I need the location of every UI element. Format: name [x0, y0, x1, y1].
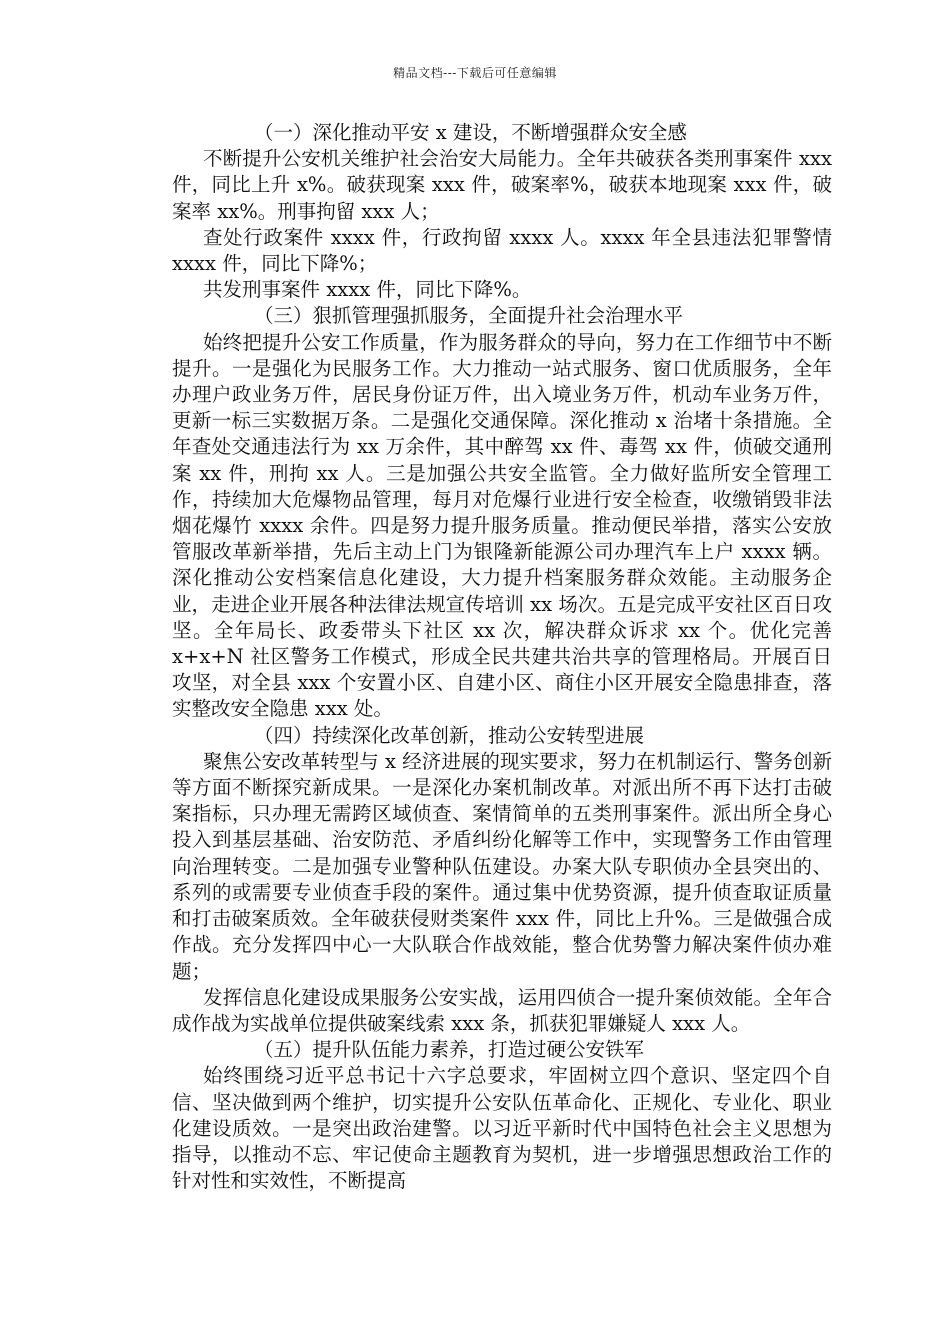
section-heading: （三）狠抓管理强抓服务，全面提升社会治理水平	[254, 304, 684, 328]
section-heading: （四）持续深化改革创新，推动公安转型进展	[254, 723, 645, 747]
paragraph: 共发刑事案件 xxxx 件，同比下降%。	[203, 278, 532, 302]
section-3	[172, 303, 832, 722]
paragraph: 始终把提升公安工作质量，作为服务群众的导向，努力在工作细节中不断提升。一是强化为民服务工作。大力推动一站式服务、窗口优质服务，全年办理户政业务万件，居民身份证万件，出入境业务万件，机动车业务万件，更新一标三实数据万条。二是强化交通保障。深化推动 x 治堵十条措施。全年查处交通违法行为 xx 万余件，其中醉驾 xx 件、毒驾 xx 件，侦破交通刑案 xx 件，刑拘 xx 人。三是加强公共安全监管。全力做好监所安全管理工作，持续加大危爆物品管理，每月对危爆行业进行安全检查，收缴销毁非法烟花爆竹 xxxx 余件。四是努力提升服务质量。推动便民举措，落实公安放管服改革新举措，先后主动上门为银隆新能源公司办理汽车上户 xxxx 辆。深化推动公安档案信息化建设，大力提升档案服务群众效能。主动服务企业，走进企业开展各种法律法规宣传培训 xx 场次。五是完成平安社区百日攻坚。全年局长、政委带头下社区 xx 次，解决群众诉求 xx 个。优化完善 x+x+N 社区警务工作模式，形成全民共建共治共享的管理格局。开展百日攻坚，对全县 xxx 个安置小区、自建小区、商住小区开展安全隐患排查，落实整改安全隐患 xxx 处。	[172, 330, 832, 721]
paragraph: 始终围绕习近平总书记十六字总要求，牢固树立四个意识、坚定四个自信、坚决做到两个维护，切实提升公安队伍革命化、正规化、专业化、职业化建设质效。一是突出政治建警。以习近平新时代中国特色社会主义思想为指导，以推动不忘、牢记使命主题教育为契机，进一步增强思想政治工作的针对性和实效性，不断提高	[172, 1064, 832, 1193]
paragraph: 不断提升公安机关维护社会治安大局能力。全年共破获各类刑事案件 xxx 件，同比上升 x%。破获现案 xxx 件，破案率%，破获本地现案 xxx 件，破案率 xx%。刑事拘留 xxx 人；	[172, 147, 832, 223]
paragraph: 发挥信息化建设成果服务公安实战，运用四侦合一提升案侦效能。全年合成作战为实战单位提供破案线索 xxx 条，抓获犯罪嫌疑人 xxx 人。	[172, 985, 832, 1035]
paragraph: 查处行政案件 xxxx 件，行政拘留 xxxx 人。xxxx 年全县违法犯罪警情 xxxx 件，同比下降%；	[172, 225, 832, 276]
section-1	[172, 120, 832, 303]
paragraph: 聚焦公安改革转型与 x 经济进展的现实要求，努力在机制运行、警务创新等方面不断探究新成果。一是深化办案机制改革。对派出所不再下达打击破案指标，只办理无需跨区域侦查、案情简单的五类刑事案件。派出所全身心投入到基层基础、治安防范、矛盾纠纷化解等工作中，实现警务工作由管理向治理转变。二是加强专业警种队伍建设。办案大队专职侦办全县突出的、系列的或需要专业侦查手段的案件。通过集中优势资源，提升侦查取证质量和打击破案质效。全年破获侵财类案件 xxx 件，同比上升%。三是做强合成作战。充分发挥四中心一大队联合作战效能，整合优势警力解决案件侦办难题；	[172, 749, 832, 983]
section-4	[172, 723, 832, 1037]
section-5	[172, 1037, 832, 1194]
section-heading: （一）深化推动平安 x 建设，不断增强群众安全感	[254, 121, 687, 144]
page-header: 精品文档---下载后可任意编辑	[393, 66, 557, 80]
document-body	[172, 120, 832, 1194]
section-heading: （五）提升队伍能力素养，打造过硬公安铁军	[254, 1038, 645, 1062]
